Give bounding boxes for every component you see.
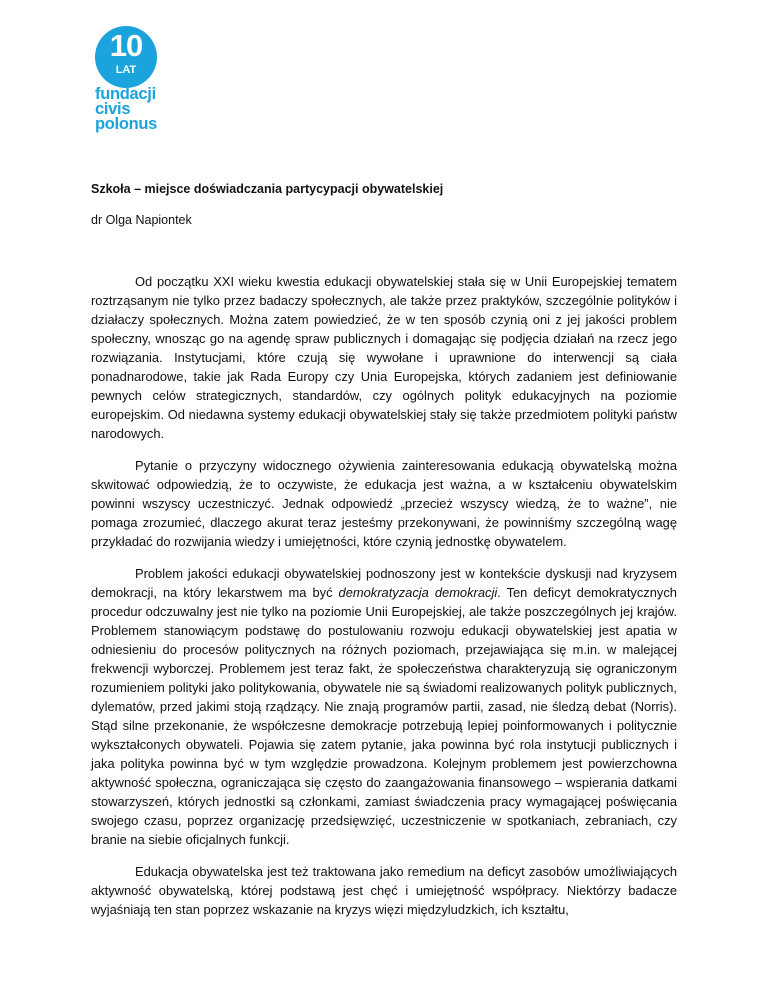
document-author: dr Olga Napiontek — [91, 213, 192, 227]
logo-line-2: civis — [95, 100, 131, 118]
paragraph-4: Edukacja obywatelska jest też traktowana jako remedium na deficyt zasobów umożliwiających aktywność obywatelską, której podstawą jest chęć i umiejętność współpracy. Niektórzy badacze wyjaśniają ten stan poprzez wskazanie na kryzys więzi międzyludzkich, ich kształtu, — [91, 864, 677, 917]
foundation-logo — [91, 26, 173, 136]
logo-badge — [95, 26, 157, 88]
logo-lat: LAT — [115, 64, 137, 76]
paragraph-2: Pytanie o przyczyny widocznego ożywienia zainteresowania edukacją obywatelską można skwitować odpowiedzią, że to oczywiste, że edukacja jest ważna, a w kształceniu obywatelskim powinni wszyscy uczestniczyć. Jednak odpowiedź „przecież wszyscy wiedzą, że to ważne”, nie pomaga zrozumieć, dlaczego akurat teraz jesteśmy przekonywani, że powinniśmy szczególną wagę przykładać do rozwijania wiedzy i umiejętności, które czynią jednostkę obywatelem. — [91, 458, 677, 549]
logo-number: 10 — [109, 28, 143, 63]
logo-line-3: polonus — [95, 115, 158, 133]
paragraph-3-emphasis: demokratyzacja demokracji — [338, 585, 498, 600]
logo-line-1: fundacji — [95, 85, 156, 103]
paragraph-3 — [91, 564, 677, 849]
document-body — [91, 181, 677, 919]
paragraph-3-text-b: . Ten deficyt demokratycznych procedur odczuwalny jest nie tylko na poziomie Unii Europejskiej, ale także poszczególnych jej krajów. Problemem stanowiącym podstawę do postulowaniu rozwoju edukacji obywatelskiej jest apatia w odniesieniu do procesów politycznych na różnych poziomach, przejawiająca się m.in. w malejącej frekwencji wyborczej. Problemem jest teraz fakt, że społeczeństwa charakteryzują się ograniczonym rozumieniem polityki jako politykowania, obywatele nie są świadomi realizowanych polityk publicznych, dylematów, przed jakimi stoją rządzący. Nie znają programów partii, zasad, nie śledzą debat (Norris). Stąd silne przekonanie, że współczesne demokracje potrzebują lepiej poinformowanych i politycznie wykształconych obywateli. Pojawia się zatem pytanie, jaka powinna być rola instytucji publicznych i jaka polityka powinna być w tym względzie prowadzona. Kolejnym problemem jest powierzchowna aktywność społeczna, ograniczająca się często do zaangażowania finansowego – wspierania datkami stowarzyszeń, których jednostki są członkami, zamiast świadczenia pracy wymagającej poświęcania swojego czasu, poprzez organizację przedsięwzięć, uczestniczenie w spotkaniach, zebraniach, czy branie na siebie oficjalnych funkcji. — [91, 585, 677, 847]
logo-wordmark — [95, 87, 157, 132]
document-title: Szkoła – miejsce doświadczania partycypacji obywatelskiej — [91, 182, 444, 196]
paragraph-1: Od początku XXI wieku kwestia edukacji obywatelskiej stała się w Unii Europejskiej tematem roztrząsanym nie tylko przez badaczy społecznych, ale także przez praktyków, szczególnie polityków i działaczy społecznych. Można zatem powiedzieć, że w ten sposób czynią oni z jej jakości problem społeczny, wnosząc go na agendę spraw publicznych i domagając się podjęcia działań na rzecz jego rozwiązania. Instytucjami, które czują się wywołane i uprawnione do interwencji są ciała ponadnarodowe, takie jak Rada Europy czy Unia Europejska, których zadaniem jest definiowanie pewnych celów strategicznych, standardów, czy ogólnych polityk edukacyjnych na poziomie europejskim. Od niedawna systemy edukacji obywatelskiej stały się także przedmiotem polityki państw narodowych. — [91, 274, 677, 441]
paragraph-3-text-a: Problem jakości edukacji obywatelskiej podnoszony jest w kontekście dyskusji nad kryzysem demokracji, na który lekarstwem ma być — [91, 566, 677, 600]
